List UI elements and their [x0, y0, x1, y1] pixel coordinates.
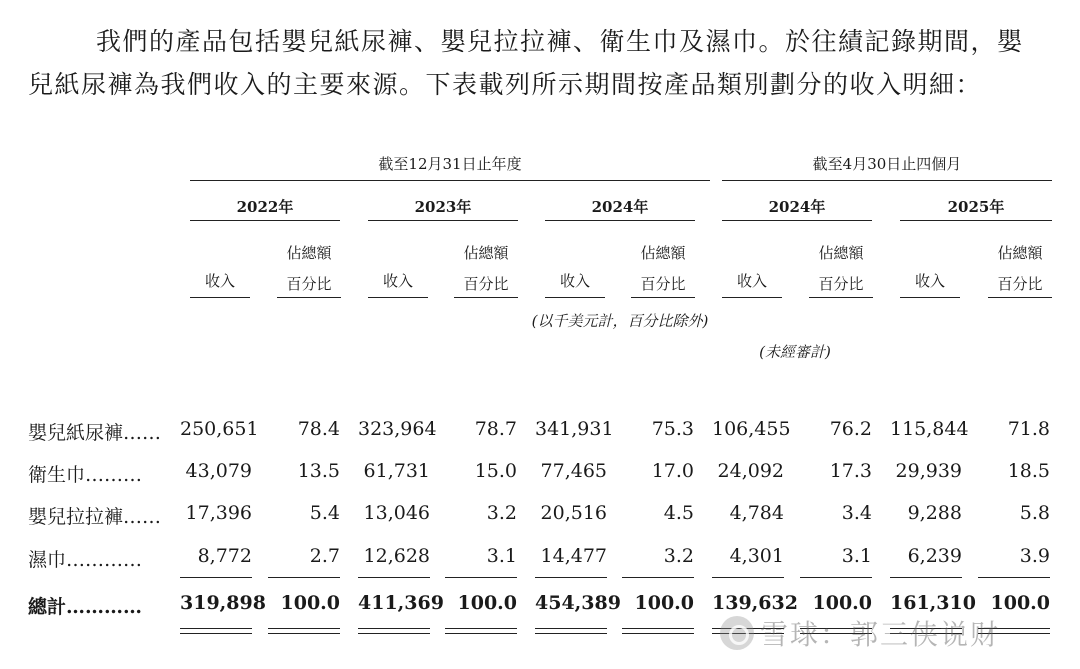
header-year-2022: 2022年 — [236, 198, 294, 216]
header-interim-period: 截至4月30日止四個月 — [812, 155, 962, 173]
total-row-cell: 100.0 — [634, 592, 694, 614]
divider — [368, 297, 428, 298]
watermark — [720, 610, 1070, 656]
total-row-cell: 100.0 — [457, 592, 517, 614]
col-header-percentage — [454, 238, 518, 300]
table-row-cell: 4,301 — [729, 545, 784, 567]
divider — [631, 297, 695, 298]
table-row-cell: 61,731 — [363, 460, 430, 482]
table-row-cell: 17.0 — [651, 460, 694, 482]
divider — [190, 220, 340, 221]
col-header-percentage-line2: 百分比 — [640, 275, 686, 293]
total-row-cell: 454,389 — [535, 592, 621, 614]
header-year-2025-interim: 2025年 — [947, 198, 1005, 216]
subtotal-rule — [180, 577, 252, 578]
divider — [368, 220, 518, 221]
divider — [900, 297, 960, 298]
table-row-cell: 6,239 — [907, 545, 962, 567]
col-header-percentage — [988, 238, 1052, 300]
table-row-label: 嬰兒紙尿褲…… — [28, 422, 162, 444]
subtotal-rule — [978, 577, 1050, 578]
table-row-cell: 3.1 — [486, 545, 517, 567]
table-row-cell: 14,477 — [540, 545, 607, 567]
divider — [900, 220, 1052, 221]
table-row-cell: 13,046 — [363, 502, 430, 524]
table-row-cell: 76.2 — [829, 418, 872, 440]
table-row-cell: 43,079 — [185, 460, 252, 482]
table-row-cell: 250,651 — [180, 418, 259, 440]
col-header-revenue: 收入 — [382, 272, 413, 290]
total-row-cell: 100.0 — [990, 592, 1050, 614]
subtotal-rule — [622, 577, 694, 578]
total-double-rule — [358, 628, 430, 634]
total-double-rule — [535, 628, 607, 634]
header-year-2024: 2024年 — [591, 198, 649, 216]
watermark-text: 雪球：郭三侠说财 — [760, 618, 1001, 651]
table-row-cell: 3.1 — [841, 545, 872, 567]
col-header-percentage-line2: 百分比 — [463, 275, 509, 293]
intro-line-1: 我們的產品包括嬰兒紙尿褲、嬰兒拉拉褲、衛生巾及濕巾。於往績記錄期間，嬰 — [96, 27, 1024, 56]
col-header-percentage-line2: 百分比 — [286, 275, 332, 293]
col-header-revenue: 收入 — [559, 272, 590, 290]
table-row-cell: 17.3 — [829, 460, 872, 482]
table-row-label: 衛生巾……… — [28, 464, 143, 486]
table-row-cell: 20,516 — [540, 502, 607, 524]
col-header-revenue: 收入 — [914, 272, 945, 290]
subtotal-rule — [445, 577, 517, 578]
subtotal-rule — [268, 577, 340, 578]
table-row-cell: 78.4 — [297, 418, 340, 440]
table-row-cell: 13.5 — [297, 460, 340, 482]
total-row-cell: 411,369 — [358, 592, 444, 614]
col-header-percentage-line1: 佔總額 — [463, 244, 509, 262]
table-row-cell: 115,844 — [890, 418, 969, 440]
divider — [545, 297, 605, 298]
table-row-cell: 71.8 — [1007, 418, 1050, 440]
col-header-percentage — [631, 238, 695, 300]
header-annual-period: 截至12月31日止年度 — [378, 155, 522, 173]
subtotal-rule — [358, 577, 430, 578]
unaudited-note: (未經審計) — [759, 343, 831, 361]
col-header-percentage-line2: 百分比 — [818, 275, 864, 293]
divider — [545, 220, 695, 221]
table-row-cell: 15.0 — [474, 460, 517, 482]
col-header-percentage-line1: 佔總額 — [997, 244, 1043, 262]
snowball-logo-icon — [720, 616, 754, 650]
total-row-cell: 319,898 — [180, 592, 266, 614]
table-row-cell: 77,465 — [540, 460, 607, 482]
total-double-rule — [445, 628, 517, 634]
table-row-label: 濕巾………… — [28, 549, 143, 571]
divider — [454, 297, 518, 298]
subtotal-rule — [890, 577, 962, 578]
divider — [988, 297, 1052, 298]
table-row-cell: 24,092 — [717, 460, 784, 482]
table-row-cell: 17,396 — [185, 502, 252, 524]
divider — [809, 297, 873, 298]
intro-paragraph — [28, 20, 1058, 106]
total-row-cell: 161,310 — [890, 592, 976, 614]
table-row-cell: 4.5 — [663, 502, 694, 524]
table-row-cell: 5.4 — [309, 502, 340, 524]
table-row-cell: 9,288 — [907, 502, 962, 524]
col-header-percentage — [809, 238, 873, 300]
table-row-cell: 3.2 — [486, 502, 517, 524]
table-row-label: 嬰兒拉拉褲…… — [28, 506, 162, 528]
col-header-percentage-line2: 百分比 — [997, 275, 1043, 293]
table-row-cell: 8,772 — [197, 545, 252, 567]
table-row-cell: 29,939 — [895, 460, 962, 482]
divider — [722, 220, 872, 221]
header-year-2024-interim: 2024年 — [768, 198, 826, 216]
table-row-cell: 75.3 — [651, 418, 694, 440]
divider — [190, 297, 250, 298]
divider — [277, 297, 341, 298]
table-row-cell: 106,455 — [712, 418, 791, 440]
table-row-cell: 341,931 — [535, 418, 614, 440]
col-header-percentage-line1: 佔總額 — [818, 244, 864, 262]
header-year-2023: 2023年 — [414, 198, 472, 216]
total-row-cell: 100.0 — [812, 592, 872, 614]
col-header-percentage — [277, 238, 341, 300]
divider — [722, 180, 1052, 181]
col-header-percentage-line1: 佔總額 — [286, 244, 332, 262]
subtotal-rule — [712, 577, 784, 578]
col-header-percentage-line1: 佔總額 — [640, 244, 686, 262]
table-row-cell: 323,964 — [358, 418, 437, 440]
intro-line-2: 兒紙尿褲為我們收入的主要來源。下表載列所示期間按產品類別劃分的收入明細： — [28, 70, 983, 99]
total-row-cell: 139,632 — [712, 592, 798, 614]
table-row-cell: 12,628 — [363, 545, 430, 567]
divider — [190, 180, 710, 181]
total-row-cell: 100.0 — [280, 592, 340, 614]
table-row-cell: 3.9 — [1019, 545, 1050, 567]
table-row-cell: 2.7 — [309, 545, 340, 567]
subtotal-rule — [800, 577, 872, 578]
total-double-rule — [180, 628, 252, 634]
total-double-rule — [268, 628, 340, 634]
divider — [722, 297, 782, 298]
table-row-cell: 5.8 — [1019, 502, 1050, 524]
table-row-cell: 4,784 — [729, 502, 784, 524]
table-row-cell: 18.5 — [1007, 460, 1050, 482]
col-header-revenue: 收入 — [204, 272, 235, 290]
table-row-cell: 3.4 — [841, 502, 872, 524]
table-row-cell: 3.2 — [663, 545, 694, 567]
total-row-label: 總計………… — [28, 596, 143, 618]
col-header-revenue: 收入 — [736, 272, 767, 290]
subtotal-rule — [535, 577, 607, 578]
unit-note: (以千美元計，百分比除外) — [531, 312, 709, 330]
total-double-rule — [622, 628, 694, 634]
table-row-cell: 78.7 — [474, 418, 517, 440]
